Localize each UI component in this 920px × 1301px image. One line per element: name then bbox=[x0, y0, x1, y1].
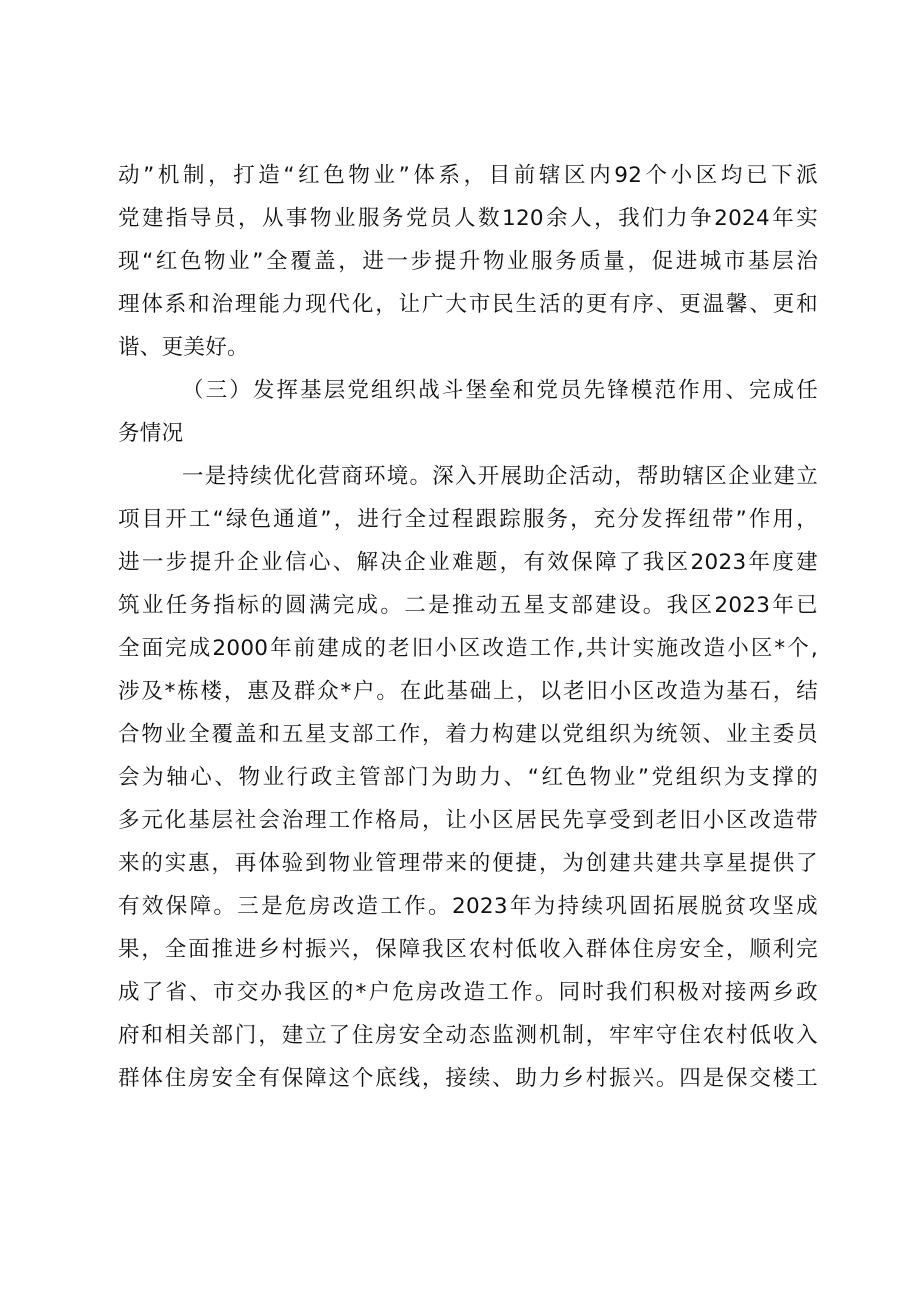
text-line: 筑业任务指标的圆满完成。二是推动五星支部建设。我区2023年已 bbox=[118, 593, 818, 618]
text-line: 动”机制，打造“红色物业”体系，目前辖区内92个小区均已下派 bbox=[118, 163, 818, 188]
text-line: 府和相关部门，建立了住房安全动态监测机制，牢牢守住农村低收入 bbox=[118, 1023, 818, 1048]
text-line: 党建指导员，从事物业服务党员人数120余人，我们力争2024年实 bbox=[118, 206, 818, 231]
text-line: 有效保障。三是危房改造工作。2023年为持续巩固拓展脱贫攻坚成 bbox=[118, 894, 818, 919]
text-line: 全面完成2000年前建成的老旧小区改造工作,共计实施改造小区*个, bbox=[118, 636, 818, 661]
text-line: 成了省、市交办我区的*户危房改造工作。同时我们积极对接两乡政 bbox=[118, 980, 818, 1005]
text-line: 果，全面推进乡村振兴，保障我区农村低收入群体住房安全，顺利完 bbox=[118, 937, 818, 962]
document-body bbox=[118, 154, 818, 1100]
text-line: 理体系和治理能力现代化，让广大市民生活的更有序、更温馨、更和 bbox=[118, 292, 818, 317]
paragraph-red-property bbox=[118, 154, 818, 369]
text-line: 项目开工“绿色通道”，进行全过程跟踪服务，充分发挥纽带”作用， bbox=[118, 507, 818, 532]
text-line: 多元化基层社会治理工作格局，让小区居民先享受到老旧小区改造带 bbox=[118, 808, 818, 833]
text-line: 来的实惠，再体验到物业管理带来的便捷，为创建共建共享星提供了 bbox=[118, 851, 818, 876]
text-line: 群体住房安全有保障这个底线，接续、助力乡村振兴。四是保交楼工 bbox=[118, 1066, 818, 1091]
text-line: 一是持续优化营商环境。深入开展助企活动，帮助辖区企业建立 bbox=[182, 464, 818, 489]
text-line: 涉及*栋楼，惠及群众*户。在此基础上，以老旧小区改造为基石，结 bbox=[118, 679, 818, 704]
text-line: 进一步提升企业信心、解决企业难题，有效保障了我区2023年度建 bbox=[118, 550, 818, 575]
text-line: 会为轴心、物业行政主管部门为助力、“红色物业”党组织为支撑的 bbox=[118, 765, 818, 790]
section-heading bbox=[118, 369, 818, 455]
text-line: 合物业全覆盖和五星支部工作，着力构建以党组织为统领、业主委员 bbox=[118, 722, 818, 747]
text-line: 谐、更美好。 bbox=[118, 335, 249, 360]
paragraph-tasks bbox=[118, 455, 818, 1100]
heading-line: 务情况 bbox=[118, 421, 184, 446]
text-line: 现“红色物业”全覆盖，进一步提升物业服务质量，促进城市基层治 bbox=[118, 249, 818, 274]
heading-line: （三）发挥基层党组织战斗堡垒和党员先锋模范作用、完成任 bbox=[182, 378, 818, 403]
